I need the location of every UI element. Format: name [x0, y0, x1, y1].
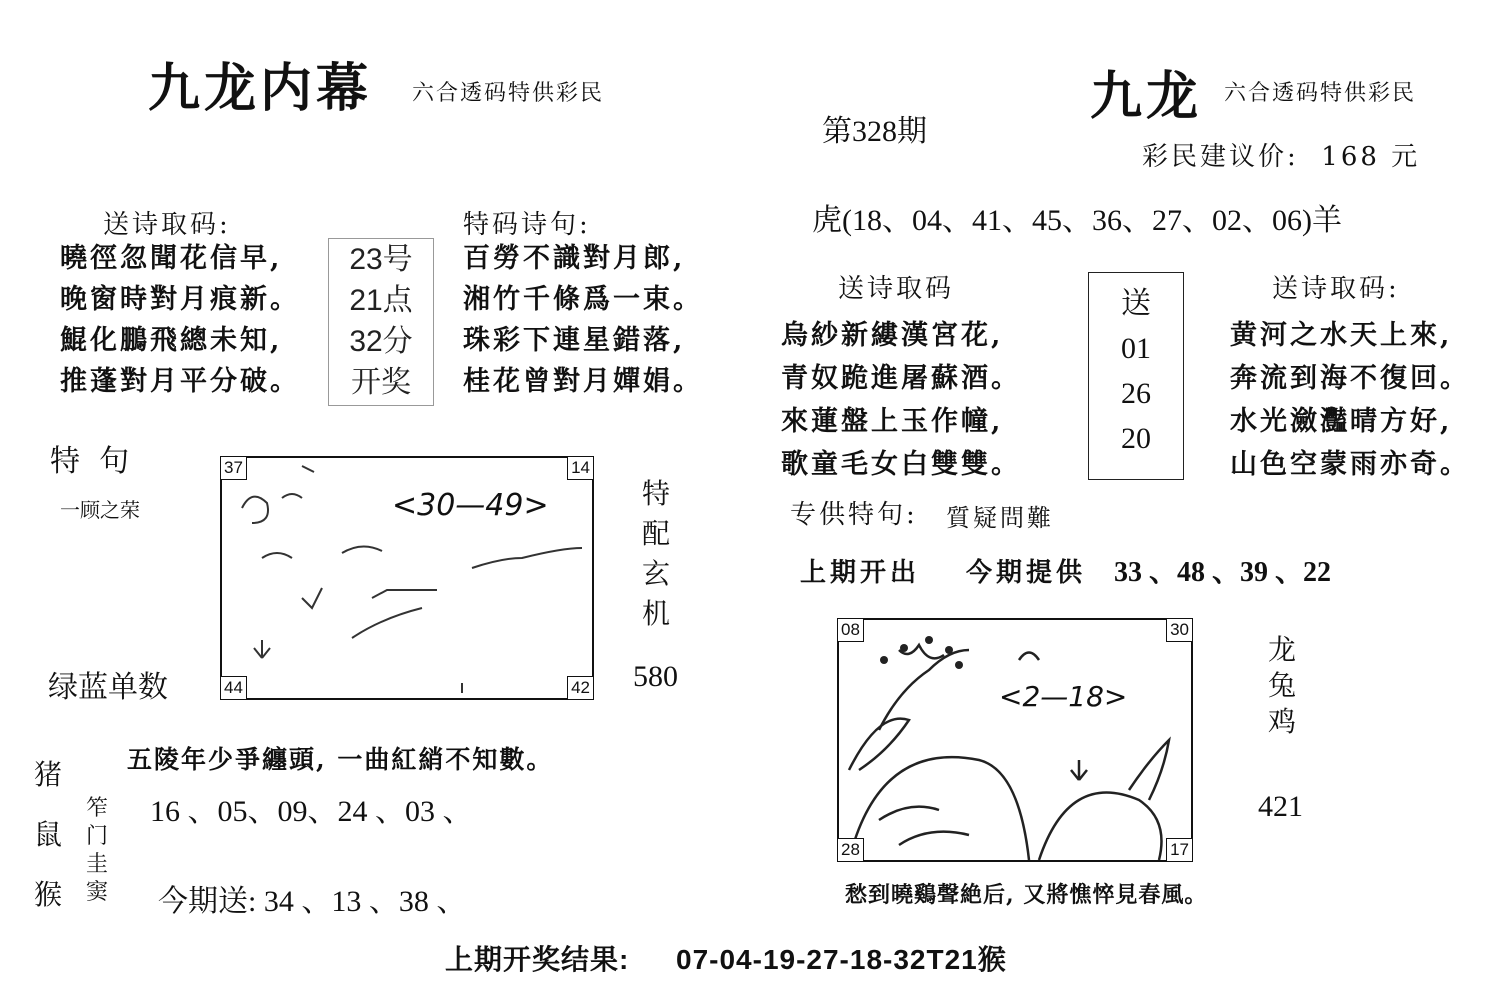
right-sketch-stroke	[879, 650, 969, 730]
left-subtitle: 六合透码特供彩民	[412, 81, 605, 106]
right-sketch-stroke	[849, 757, 1029, 860]
zodiac-char: 兔	[1267, 669, 1296, 702]
vertical-char: 配	[641, 517, 670, 550]
zodiac-char: 鸡	[1267, 705, 1296, 738]
right-sketch-stroke	[899, 832, 969, 845]
left-corner-tl: 37	[220, 456, 247, 480]
tiger-sheep-line: 虎(18、04、41、45、36、27、02、06)羊	[812, 204, 1342, 237]
vertical-char: 特	[641, 477, 670, 510]
draw-time-line: 32分	[349, 325, 413, 358]
suggested-price: 彩民建议价: 168 元	[1142, 142, 1421, 172]
right-subtitle: 六合透码特供彩民	[1224, 81, 1417, 106]
left-poem-line: 推蓬對月平分破。	[60, 366, 300, 397]
right-poem2	[1230, 314, 1470, 486]
special-poem	[463, 238, 703, 402]
right-sketch-dot	[900, 644, 908, 652]
tejv-label: 特 句	[50, 444, 130, 479]
issue-number: 第328期	[822, 115, 927, 148]
left-label-vertical	[84, 795, 110, 907]
send-box-line: 26	[1121, 377, 1151, 410]
vertical-char: 机	[641, 597, 670, 630]
send-box	[1088, 272, 1184, 480]
label-char: 门	[85, 824, 108, 849]
right-sketch-dot	[880, 656, 888, 664]
left-poem	[60, 238, 300, 402]
left-sketch-stroke	[342, 546, 382, 553]
right-corner-tl: 08	[837, 618, 864, 642]
right-poem2-heading: 送诗取码:	[1272, 274, 1400, 304]
left-picture-note: <30—49>	[392, 488, 549, 523]
left-sketch-stroke	[302, 466, 314, 472]
draw-time-line: 开奖	[351, 366, 411, 399]
zhuangong-value: 質疑問難	[946, 504, 1054, 532]
right-poem1-line: 歌童毛女白雙雙。	[781, 449, 1021, 480]
zodiac-char: 龙	[1267, 633, 1296, 666]
left-side-number: 580	[633, 660, 678, 693]
right-corner-tr: 30	[1166, 618, 1193, 642]
left-poem-heading: 送诗取码:	[103, 210, 231, 240]
label-char: 圭	[85, 852, 108, 877]
left-zodiac-vertical	[28, 745, 68, 925]
left-sketch-stroke	[242, 497, 268, 523]
left-sketch-stroke	[372, 590, 437, 598]
tejv-value: 一顾之荣	[60, 498, 140, 522]
send-box-line: 01	[1121, 332, 1151, 365]
label-char: 窦	[85, 880, 108, 905]
left-poem-line: 晚窗時對月痕新。	[60, 284, 300, 315]
draw-time-box	[328, 238, 434, 406]
left-send-line: 今期送: 34 、13 、38 、	[158, 885, 467, 918]
special-poem-line: 湘竹千條爲一束。	[463, 284, 703, 315]
last-result-label: 上期开奖结果:	[445, 944, 630, 975]
right-caption: 愁到曉鷄聲絶后, 又將憔悴見春風。	[845, 882, 1208, 908]
right-zodiac-vertical	[1262, 632, 1302, 740]
left-numbers-line: 16 、05、09、24 、03 、	[150, 795, 473, 828]
right-poem2-line: 水光瀲灩晴方好,	[1230, 406, 1453, 437]
left-poem-line: 鯤化鵬飛總未知,	[60, 325, 283, 356]
zodiac-char: 猪	[33, 758, 62, 791]
send-box-line: 20	[1121, 422, 1151, 455]
right-poem1-line: 烏紗新縷漢宮花,	[781, 320, 1004, 351]
left-sketch-stroke	[254, 640, 270, 658]
send-box-line: 送	[1121, 287, 1151, 320]
right-poem2-line: 黄河之水天上來,	[1230, 320, 1453, 351]
left-bottom-poem: 五陵年少爭纏頭, 一曲紅綃不知數。	[127, 745, 554, 774]
last-result-value: 07-04-19-27-18-32T21猴	[676, 944, 1007, 975]
offer-label: 今期提供	[966, 558, 1087, 588]
draw-time-line: 21点	[349, 284, 413, 317]
right-poem1	[781, 314, 1021, 486]
draw-time-line: 23号	[349, 243, 413, 276]
right-title: 九龙	[1090, 66, 1203, 127]
left-sketch-stroke	[262, 553, 292, 558]
last-draw-label: 上期开出	[800, 558, 921, 588]
right-poem1-heading: 送诗取码	[838, 274, 955, 304]
zodiac-char: 鼠	[33, 818, 62, 851]
right-sketch	[839, 620, 1191, 860]
left-sketch-stroke	[282, 494, 302, 498]
offer-numbers: 33 、48 、39 、22	[1114, 557, 1332, 588]
right-sketch-stroke	[1039, 793, 1162, 861]
right-sketch-stroke	[849, 719, 909, 770]
right-hint-picture	[837, 618, 1193, 862]
left-corner-tr: 14	[567, 456, 594, 480]
right-sketch-stroke	[879, 807, 939, 820]
left-side-vertical	[636, 474, 676, 634]
label-char: 笮	[85, 796, 108, 821]
right-poem1-line: 青奴跪進屠蘇酒。	[781, 363, 1021, 394]
right-corner-bl: 28	[837, 838, 864, 862]
left-hint-picture	[220, 456, 594, 700]
right-sketch-stroke	[1129, 740, 1169, 800]
left-corner-bl: 44	[220, 676, 247, 700]
right-poem1-line: 來蓮盤上玉作幢,	[781, 406, 1004, 437]
vertical-char: 玄	[641, 557, 670, 590]
right-poem2-line: 奔流到海不復回。	[1230, 363, 1470, 394]
right-corner-br: 17	[1166, 838, 1193, 862]
right-sketch-dot	[925, 636, 933, 644]
special-poem-line: 桂花曾對月嬋娟。	[463, 366, 703, 397]
special-heading: 特码诗句:	[463, 210, 591, 240]
left-title: 九龙内幕	[148, 58, 373, 119]
right-picture-note: <2—18>	[999, 680, 1128, 713]
right-side-number: 421	[1258, 790, 1303, 823]
right-sketch-dot	[945, 646, 953, 654]
left-corner-br: 42	[567, 676, 594, 700]
right-poem2-line: 山色空蒙雨亦奇。	[1230, 449, 1470, 480]
left-sketch-stroke	[352, 608, 422, 638]
special-poem-line: 珠彩下連星錯落,	[463, 325, 686, 356]
right-sketch-stroke	[1019, 653, 1039, 661]
green-blue-label: 绿蓝单数	[48, 670, 168, 705]
left-sketch-stroke	[472, 548, 582, 568]
right-sketch-dot	[955, 661, 963, 669]
special-poem-line: 百勞不識對月郎,	[463, 243, 686, 274]
left-poem-line: 曉徑忽聞花信早,	[60, 243, 283, 274]
left-sketch-stroke	[302, 588, 322, 608]
right-sketch-stroke	[1071, 760, 1087, 780]
zhuangong-label: 专供特句:	[790, 500, 918, 530]
zodiac-char: 猴	[33, 878, 62, 911]
